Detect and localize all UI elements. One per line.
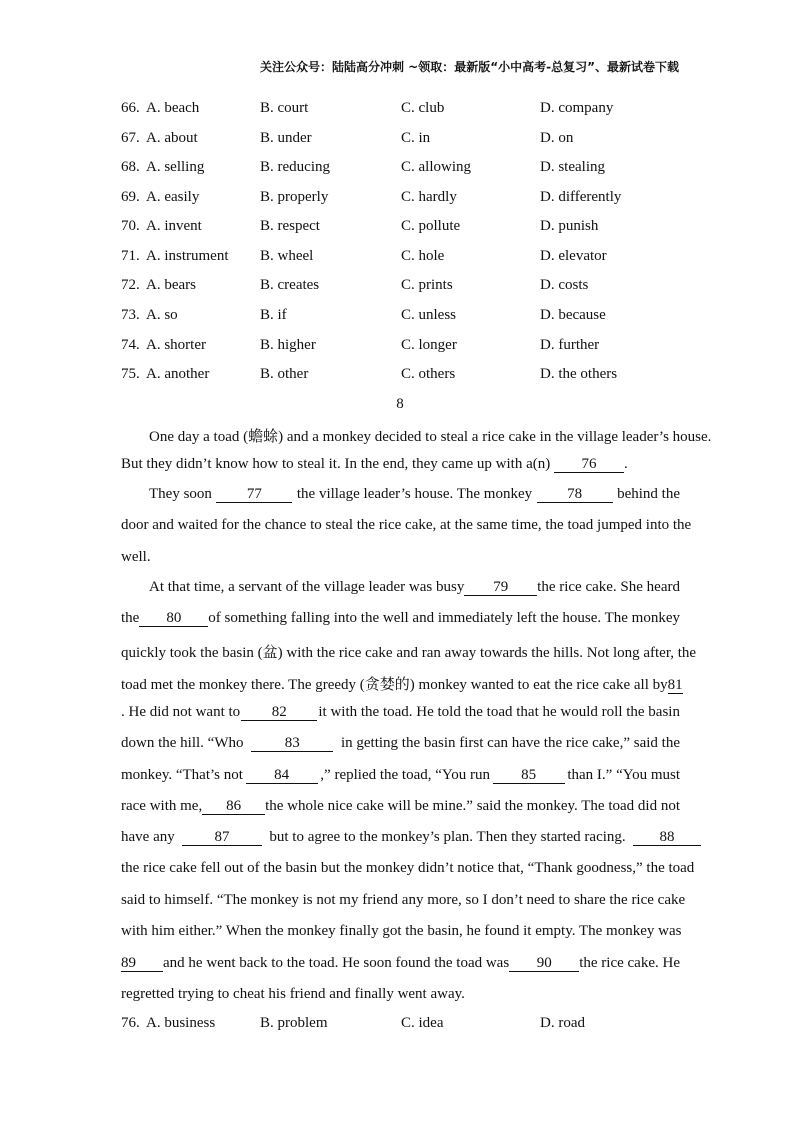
option-c: C. club bbox=[401, 100, 445, 116]
option-d: D. stealing bbox=[540, 159, 605, 175]
question-number: 73. bbox=[121, 307, 140, 323]
option-d: D. on bbox=[540, 130, 574, 146]
passage-text: in getting the basin first can have the rice cake,” said the bbox=[340, 735, 680, 751]
blank-90: 90 bbox=[509, 955, 579, 972]
blank-82: 82 bbox=[241, 704, 317, 721]
option-d: D. road bbox=[540, 1015, 585, 1031]
option-b: B. wheel bbox=[260, 248, 314, 264]
passage-text: the bbox=[121, 610, 140, 626]
option-a: A. beach bbox=[146, 100, 200, 116]
passage-line: One day a toad (蟾蜍) and a monkey decided to steal a rice cake in the village leader’s house. bbox=[149, 429, 712, 445]
passage-line: door and waited for the chance to steal the rice cake, at the same time, the toad jumped into the bbox=[121, 517, 692, 533]
question-number: 72. bbox=[121, 277, 140, 293]
option-a: A. so bbox=[146, 307, 178, 323]
passage-text: it with the toad. He told the toad that he would roll the basin bbox=[318, 704, 680, 720]
section-number: 8 bbox=[396, 396, 404, 412]
option-a: A. invent bbox=[146, 218, 202, 234]
option-b: B. other bbox=[260, 366, 309, 382]
blank-89: 89 bbox=[121, 955, 163, 972]
passage-text: . bbox=[623, 456, 628, 472]
passage-line bbox=[149, 486, 680, 506]
option-a: A. bears bbox=[146, 277, 196, 293]
passage-text: monkey. “That’s not bbox=[121, 767, 243, 783]
passage-line: with him either.” When the monkey finally got the basin, he found it empty. The monkey was bbox=[121, 923, 682, 939]
passage-text: At that time, a servant of the village leader was busy bbox=[149, 579, 465, 595]
option-d: D. further bbox=[540, 337, 600, 353]
passage-line bbox=[121, 798, 680, 818]
blank-81: 81 bbox=[667, 677, 683, 693]
passage-text: than I.” “You must bbox=[567, 767, 680, 783]
blank-79: 79 bbox=[464, 579, 537, 596]
option-c: C. pollute bbox=[401, 218, 461, 234]
option-c: C. in bbox=[401, 130, 431, 146]
blank-78: 78 bbox=[537, 486, 613, 503]
option-b: B. creates bbox=[260, 277, 320, 293]
passage-line bbox=[121, 735, 680, 755]
option-a: A. another bbox=[146, 366, 210, 382]
passage-text: the village leader’s house. The monkey bbox=[296, 486, 533, 502]
option-a: A. shorter bbox=[146, 337, 206, 353]
option-b: B. respect bbox=[260, 218, 320, 234]
option-b: B. problem bbox=[260, 1015, 328, 1031]
option-c: C. hole bbox=[401, 248, 445, 264]
passage-text: and he went back to the toad. He soon found the toad was bbox=[163, 955, 510, 971]
blank-86: 86 bbox=[202, 798, 265, 815]
passage-text: have any bbox=[121, 829, 175, 845]
question-number: 70. bbox=[121, 218, 140, 234]
passage-text: But they didn’t know how to steal it. In the end, they came up with a(n) bbox=[121, 456, 551, 472]
option-d: D. differently bbox=[540, 189, 622, 205]
passage-text: the whole nice cake will be mine.” said the monkey. The toad did not bbox=[265, 798, 680, 814]
question-number: 71. bbox=[121, 248, 140, 264]
passage-line: said to himself. “The monkey is not my friend any more, so I don’t need to share the rice cake bbox=[121, 892, 686, 908]
option-a: A. instrument bbox=[146, 248, 229, 264]
option-a: A. business bbox=[146, 1015, 216, 1031]
blank-88: 88 bbox=[633, 829, 701, 846]
option-d: D. costs bbox=[540, 277, 589, 293]
option-c: C. unless bbox=[401, 307, 457, 323]
passage-line bbox=[121, 456, 680, 476]
question-number: 75. bbox=[121, 366, 140, 382]
option-b: B. under bbox=[260, 130, 312, 146]
option-d: D. company bbox=[540, 100, 614, 116]
passage-text: ,” replied the toad, “You run bbox=[320, 767, 490, 783]
question-number: 69. bbox=[121, 189, 140, 205]
option-b: B. court bbox=[260, 100, 309, 116]
passage-line bbox=[149, 579, 680, 599]
option-c: C. others bbox=[401, 366, 456, 382]
blank-80: 80 bbox=[139, 610, 208, 627]
blank-85: 85 bbox=[493, 767, 565, 784]
option-d: D. because bbox=[540, 307, 606, 323]
passage-text: down the hill. “Who bbox=[121, 735, 244, 751]
passage-line bbox=[121, 610, 680, 630]
option-d: D. punish bbox=[540, 218, 599, 234]
option-a: A. about bbox=[146, 130, 198, 146]
blank-84: 84 bbox=[246, 767, 318, 784]
question-number: 67. bbox=[121, 130, 140, 146]
question-number: 74. bbox=[121, 337, 140, 353]
option-b: B. if bbox=[260, 307, 287, 323]
passage-text: the rice cake. He bbox=[579, 955, 680, 971]
passage-text: the rice cake. She heard bbox=[537, 579, 680, 595]
passage-text: behind the bbox=[617, 486, 680, 502]
option-a: A. easily bbox=[146, 189, 200, 205]
question-number: 76. bbox=[121, 1015, 140, 1031]
blank-83: 83 bbox=[251, 735, 333, 752]
option-c: C. idea bbox=[401, 1015, 444, 1031]
passage-line bbox=[121, 704, 680, 724]
option-b: B. properly bbox=[260, 189, 329, 205]
option-b: B. higher bbox=[260, 337, 316, 353]
passage-text: of something falling into the well and immediately left the house. The monkey bbox=[208, 610, 680, 626]
blank-76: 76 bbox=[554, 456, 624, 473]
blank-77: 77 bbox=[216, 486, 292, 503]
option-d: D. elevator bbox=[540, 248, 607, 264]
passage-text: but to agree to the monkey’s plan. Then they started racing. bbox=[269, 829, 626, 845]
option-b: B. reducing bbox=[260, 159, 330, 175]
blank-87: 87 bbox=[182, 829, 262, 846]
passage-text: toad met the monkey there. The greedy (贪婪的) monkey wanted to eat the rice cake all by bbox=[121, 677, 668, 693]
passage-line bbox=[121, 829, 701, 849]
passage-line: quickly took the basin (盆) with the rice cake and ran away towards the hills. Not long after, the bbox=[121, 645, 697, 661]
option-a: A. selling bbox=[146, 159, 205, 175]
page-header: 关注公众号：陆陆高分冲刺 ~领取：最新版“小中高考-总复习”、最新试卷下载 bbox=[260, 60, 679, 74]
question-number: 66. bbox=[121, 100, 140, 116]
passage-text: They soon bbox=[149, 486, 212, 502]
passage-line bbox=[121, 955, 680, 975]
option-c: C. prints bbox=[401, 277, 453, 293]
passage-line: regretted trying to cheat his friend and finally went away. bbox=[121, 986, 465, 1002]
question-number: 68. bbox=[121, 159, 140, 175]
passage-line bbox=[121, 767, 680, 787]
passage-line bbox=[121, 673, 683, 693]
option-c: C. longer bbox=[401, 337, 457, 353]
passage-line: the rice cake fell out of the basin but the monkey didn’t notice that, “Thank goodness,” the toad bbox=[121, 860, 695, 876]
passage-text: . He did not want to bbox=[121, 704, 241, 720]
passage-text: race with me, bbox=[121, 798, 203, 814]
passage-line: well. bbox=[121, 549, 151, 565]
option-c: C. allowing bbox=[401, 159, 471, 175]
option-d: D. the others bbox=[540, 366, 618, 382]
option-c: C. hardly bbox=[401, 189, 457, 205]
